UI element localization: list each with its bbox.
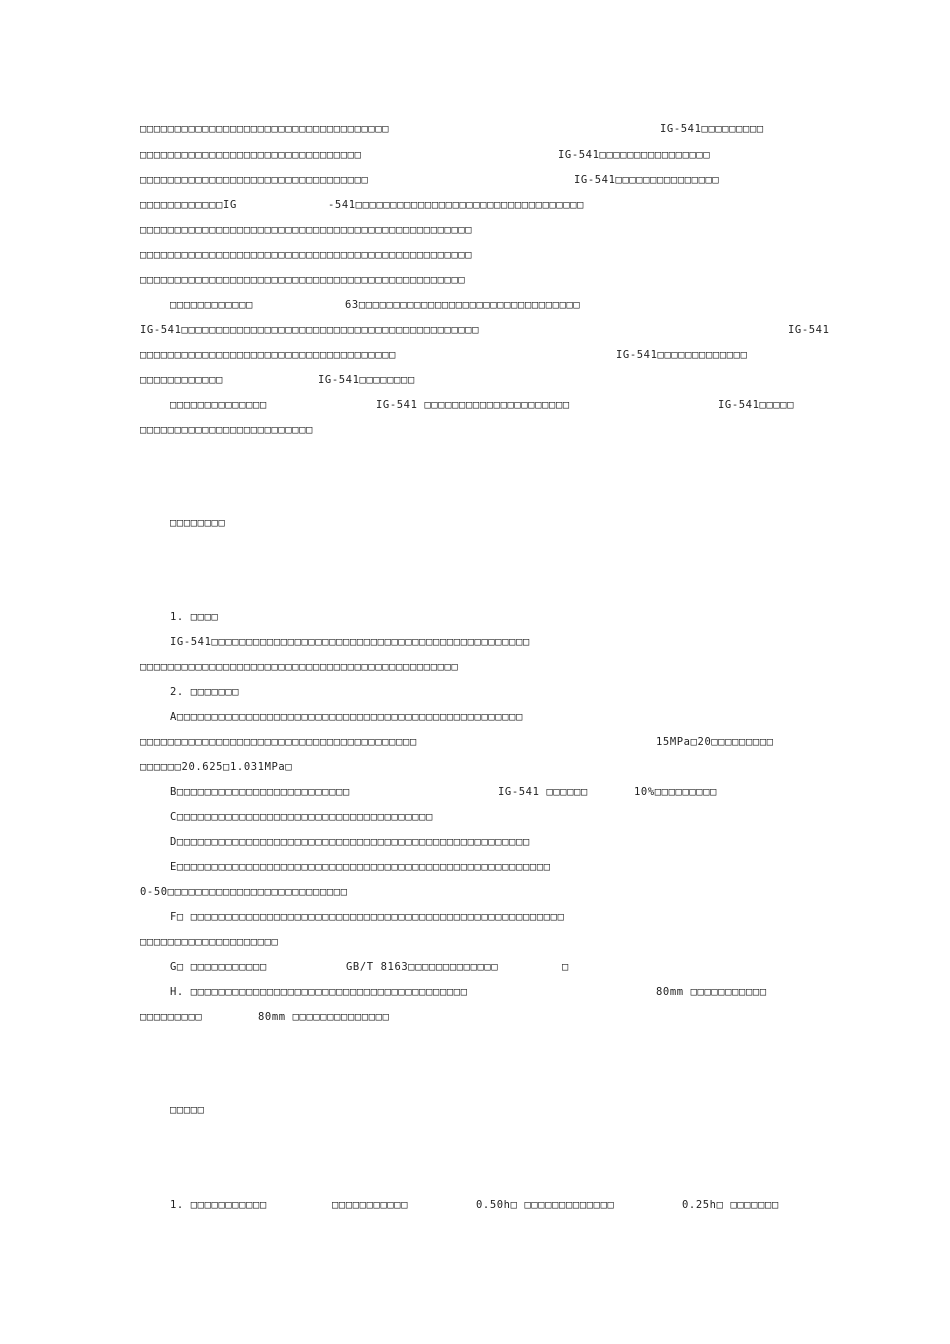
text-segment: □□□□□□□□□ [140, 1011, 203, 1023]
body-line: IG-541□□□□□□□□□□□□□□□□□□□□□□□□□□□□□□□□□□□□□□□□□□□□□□ [170, 636, 530, 648]
body-line [170, 958, 820, 976]
text-segment: IG-541□□□□□ [718, 399, 795, 411]
list-item-title: 1. □□□□ [170, 611, 219, 623]
text-segment: G□ □□□□□□□□□□□ [170, 961, 267, 973]
body-line: □□□□□□□□□□□□□□□□□□□□□□□□□□□□□□□□□□□□□□□□□□□□□□□ [140, 274, 466, 286]
body-line [140, 171, 820, 189]
text-segment: □ [562, 961, 569, 973]
body-line [170, 1196, 820, 1214]
text-segment: □□□□□□□□□□□□□□□□□□□□□□□□□□□□□□□□□□□□□ [140, 349, 397, 361]
body-line: D□□□□□□□□□□□□□□□□□□□□□□□□□□□□□□□□□□□□□□□□□□□□□□□□□□□ [170, 836, 530, 848]
text-segment: IG-541 [788, 324, 830, 336]
body-line: □□□□□□20.625□1.031MPa□ [140, 761, 293, 773]
body-line: C□□□□□□□□□□□□□□□□□□□□□□□□□□□□□□□□□□□□□ [170, 811, 434, 823]
text-segment: □□□□□□□□□□□□□□ [170, 399, 267, 411]
text-segment: 15MPa□20□□□□□□□□□ [656, 736, 774, 748]
text-segment: 80mm □□□□□□□□□□□ [656, 986, 767, 998]
text-segment: IG-541□□□□□□□□ [318, 374, 415, 386]
body-line: E□□□□□□□□□□□□□□□□□□□□□□□□□□□□□□□□□□□□□□□□□□□□□□□□□□□□□□ [170, 861, 551, 873]
text-segment: □□□□□□□□□□□□IG [140, 199, 237, 211]
text-segment: □□□□□□□□□□□□ [140, 374, 224, 386]
text-segment: -541□□□□□□□□□□□□□□□□□□□□□□□□□□□□□□□□□ [328, 199, 585, 211]
section-heading: □□□□□ [170, 1104, 205, 1116]
text-segment: □□□□□□□□□□□ [332, 1199, 409, 1211]
body-line: □□□□□□□□□□□□□□□□□□□□□□□□□□□□□□□□□□□□□□□□□□□□□□□□ [140, 224, 473, 236]
body-line: 0-50□□□□□□□□□□□□□□□□□□□□□□□□□□ [140, 886, 348, 898]
text-segment: 63□□□□□□□□□□□□□□□□□□□□□□□□□□□□□□□□ [345, 299, 581, 311]
body-line: F□ □□□□□□□□□□□□□□□□□□□□□□□□□□□□□□□□□□□□□□□□□□□□□□□□□□□□□□ [170, 911, 565, 923]
text-segment: IG-541□□□□□□□□□ [660, 123, 764, 135]
text-segment: B□□□□□□□□□□□□□□□□□□□□□□□□□ [170, 786, 350, 798]
body-line [140, 1008, 820, 1026]
body-line [170, 296, 820, 314]
body-line [170, 396, 820, 414]
text-segment: IG-541 □□□□□□□□□□□□□□□□□□□□□ [376, 399, 570, 411]
text-segment: IG-541□□□□□□□□□□□□□□□ [574, 174, 720, 186]
body-line: □□□□□□□□□□□□□□□□□□□□ [140, 936, 279, 948]
body-line: □□□□□□□□□□□□□□□□□□□□□□□□□ [140, 424, 314, 436]
body-line [140, 120, 820, 138]
text-segment: 0.50h□ □□□□□□□□□□□□□ [476, 1199, 615, 1211]
text-segment: H. □□□□□□□□□□□□□□□□□□□□□□□□□□□□□□□□□□□□□□□□ [170, 986, 468, 998]
text-segment: □□□□□□□□□□□□□□□□□□□□□□□□□□□□□□□□□□□□□□□□ [140, 736, 417, 748]
text-segment: 80mm □□□□□□□□□□□□□□ [258, 1011, 390, 1023]
body-line [140, 371, 820, 389]
text-segment: IG-541□□□□□□□□□□□□□ [616, 349, 748, 361]
body-line: □□□□□□□□□□□□□□□□□□□□□□□□□□□□□□□□□□□□□□□□□□□□□□□□ [140, 249, 473, 261]
body-line [170, 983, 820, 1001]
text-segment: □□□□□□□□□□□□□□□□□□□□□□□□□□□□□□□□□ [140, 174, 369, 186]
text-segment: □□□□□□□□□□□□ [170, 299, 254, 311]
text-segment: 1. □□□□□□□□□□□ [170, 1199, 267, 1211]
body-line [140, 321, 840, 339]
text-segment: IG-541 □□□□□□ [498, 786, 588, 798]
body-line [140, 196, 820, 214]
body-line [140, 733, 820, 751]
list-item-title: 2. □□□□□□□ [170, 686, 240, 698]
body-line [140, 146, 820, 164]
body-line: A□□□□□□□□□□□□□□□□□□□□□□□□□□□□□□□□□□□□□□□□□□□□□□□□□□ [170, 711, 523, 723]
text-segment: IG-541□□□□□□□□□□□□□□□□ [558, 149, 711, 161]
body-line [140, 346, 820, 364]
section-heading: □□□□□□□□ [170, 517, 226, 529]
body-line: □□□□□□□□□□□□□□□□□□□□□□□□□□□□□□□□□□□□□□□□□□□□□□ [140, 661, 459, 673]
text-segment: IG-541□□□□□□□□□□□□□□□□□□□□□□□□□□□□□□□□□□□□□□□□□□□ [140, 324, 480, 336]
text-segment: □□□□□□□□□□□□□□□□□□□□□□□□□□□□□□□□□□□□ [140, 123, 390, 135]
text-segment: GB/T 8163□□□□□□□□□□□□□ [346, 961, 499, 973]
text-segment: 0.25h□ □□□□□□□ [682, 1199, 779, 1211]
body-line [170, 783, 820, 801]
text-segment: □□□□□□□□□□□□□□□□□□□□□□□□□□□□□□□□ [140, 149, 362, 161]
text-segment: 10%□□□□□□□□□ [634, 786, 718, 798]
